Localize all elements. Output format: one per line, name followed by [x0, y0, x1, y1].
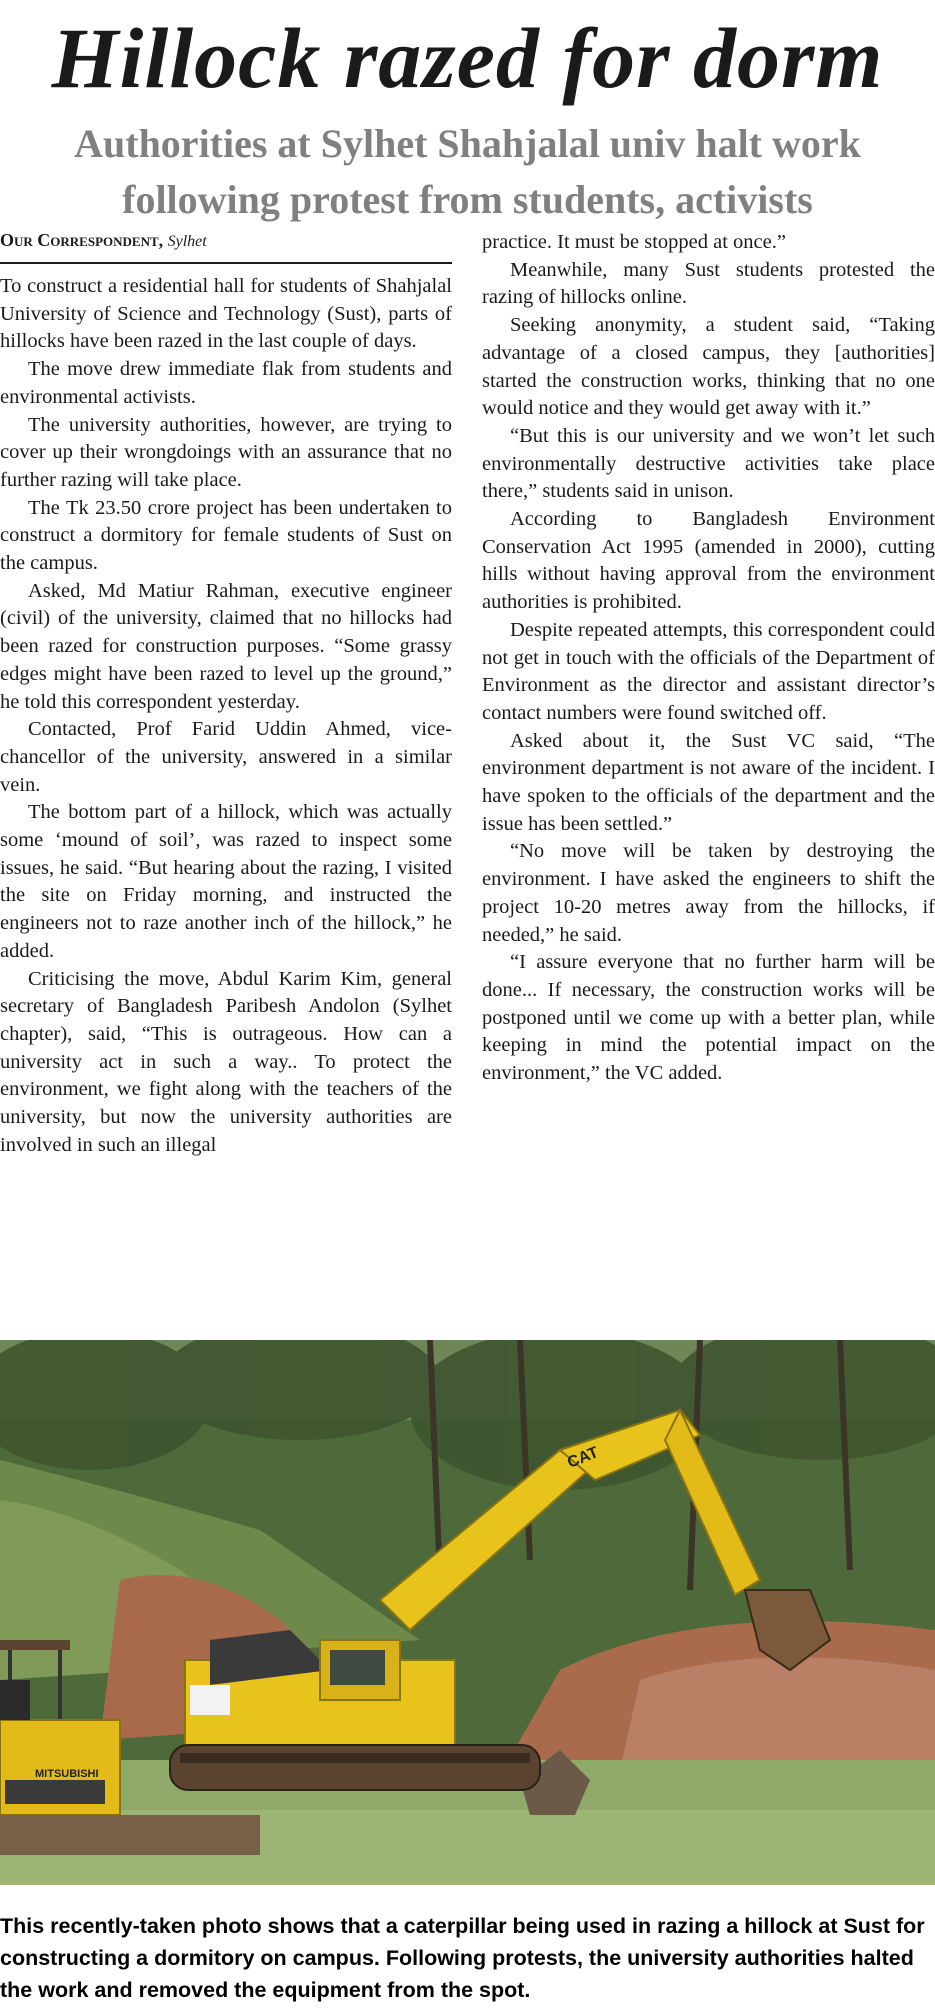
byline-place: Sylhet [167, 233, 207, 250]
paragraph: According to Bangladesh Environment Conservation Act 1995 (amended in 2000), cutting hills without having approval from the environment authorities is prohibited. [482, 508, 935, 614]
bulldozer-brand: MITSUBISHI [35, 1768, 99, 1780]
photo-caption: This recently-taken photo shows that a caterpillar being used in razing a hillock at Sust for constructing a dormitory on campus. Following protests, the university authorities halted the work and removed the equipment from the spot. [0, 1914, 925, 2002]
article-column-right [482, 229, 935, 1318]
paragraph: Asked, Md Matiur Rahman, executive engineer (civil) of the university, claimed that no hillocks had been razed for construction purposes. “Some grassy edges might have been razed to level up the ground,” he told this correspondent yesterday. [0, 579, 452, 713]
paragraph: Meanwhile, many Sust students protested the razing of hillocks online. [482, 258, 935, 309]
headline: Hillock razed for dorm [51, 10, 884, 106]
paragraph: Despite repeated attempts, this correspondent could not get in touch with the officials of the Department of Environment as the director and assistant director’s contact numbers were found switched off. [482, 618, 935, 724]
paragraph: The Tk 23.50 crore project has been undertaken to construct a dormitory for female students of Sust on the campus. [0, 496, 452, 575]
paragraph: Contacted, Prof Farid Uddin Ahmed, vice-chancellor of the university, answered in a similar vein. [0, 718, 452, 796]
article-column-left [0, 273, 452, 1318]
news-photo [0, 1340, 935, 1885]
paragraph: Asked about it, the Sust VC said, “The environment department is not aware of the incident. I have spoken to the officials of the department and the issue has been settled.” [482, 729, 935, 835]
paragraph: Criticising the move, Abdul Karim Kim, general secretary of Bangladesh Paribesh Andolon (Sylhet chapter), said, “This is outrageous. How can a university act in such a way.. To protect the environment, we fight along with the teachers of the university, but now the university authorities are involved in such an illegal [0, 967, 452, 1156]
paragraph: To construct a residential hall for students of Shahjalal University of Science and Technology (Sust), parts of hillocks have been razed in the last couple of days. [0, 275, 452, 353]
paragraph: “No move will be taken by destroying the environment. I have asked the engineers to shift the project 10-20 metres away from the hillocks, if needed,” he said. [482, 840, 935, 946]
subhead [0, 116, 935, 228]
paragraph: The bottom part of a hillock, which was actually some ‘mound of soil’, was razed to inspect some issues, he said. “But hearing about the razing, I visited the site on Friday morning, and instructed the engineers not to raze another inch of the hillock,” he added. [0, 801, 452, 962]
subhead-line-1: Authorities at Sylhet Shahjalal univ halt work [74, 121, 861, 166]
paragraph: Seeking anonymity, a student said, “Taking advantage of a closed campus, they [authorities] started the construction works, thinking that no one would notice and they would get away with it.” [482, 314, 935, 420]
paragraph: “But this is our university and we won’t let such environmentally destructive activities take place there,” students said in unison. [482, 424, 935, 503]
subhead-line-2: following protest from students, activists [122, 177, 813, 222]
byline [0, 228, 452, 264]
excavator-brand: CAT [565, 1444, 601, 1472]
byline-name: Our Correspondent, [0, 230, 164, 250]
paragraph: “I assure everyone that no further harm will be done... If necessary, the construction works will be postponed until we come up with a better plan, while keeping in mind the potential impact on the environment,” the VC added. [482, 951, 935, 1085]
paragraph-continued: practice. It must be stopped at once.” [482, 231, 786, 253]
paragraph: The move drew immediate flak from students and environmental activists. [0, 358, 452, 408]
paragraph: The university authorities, however, are trying to cover up their wrongdoings with an assurance that no further razing will take place. [0, 413, 452, 491]
